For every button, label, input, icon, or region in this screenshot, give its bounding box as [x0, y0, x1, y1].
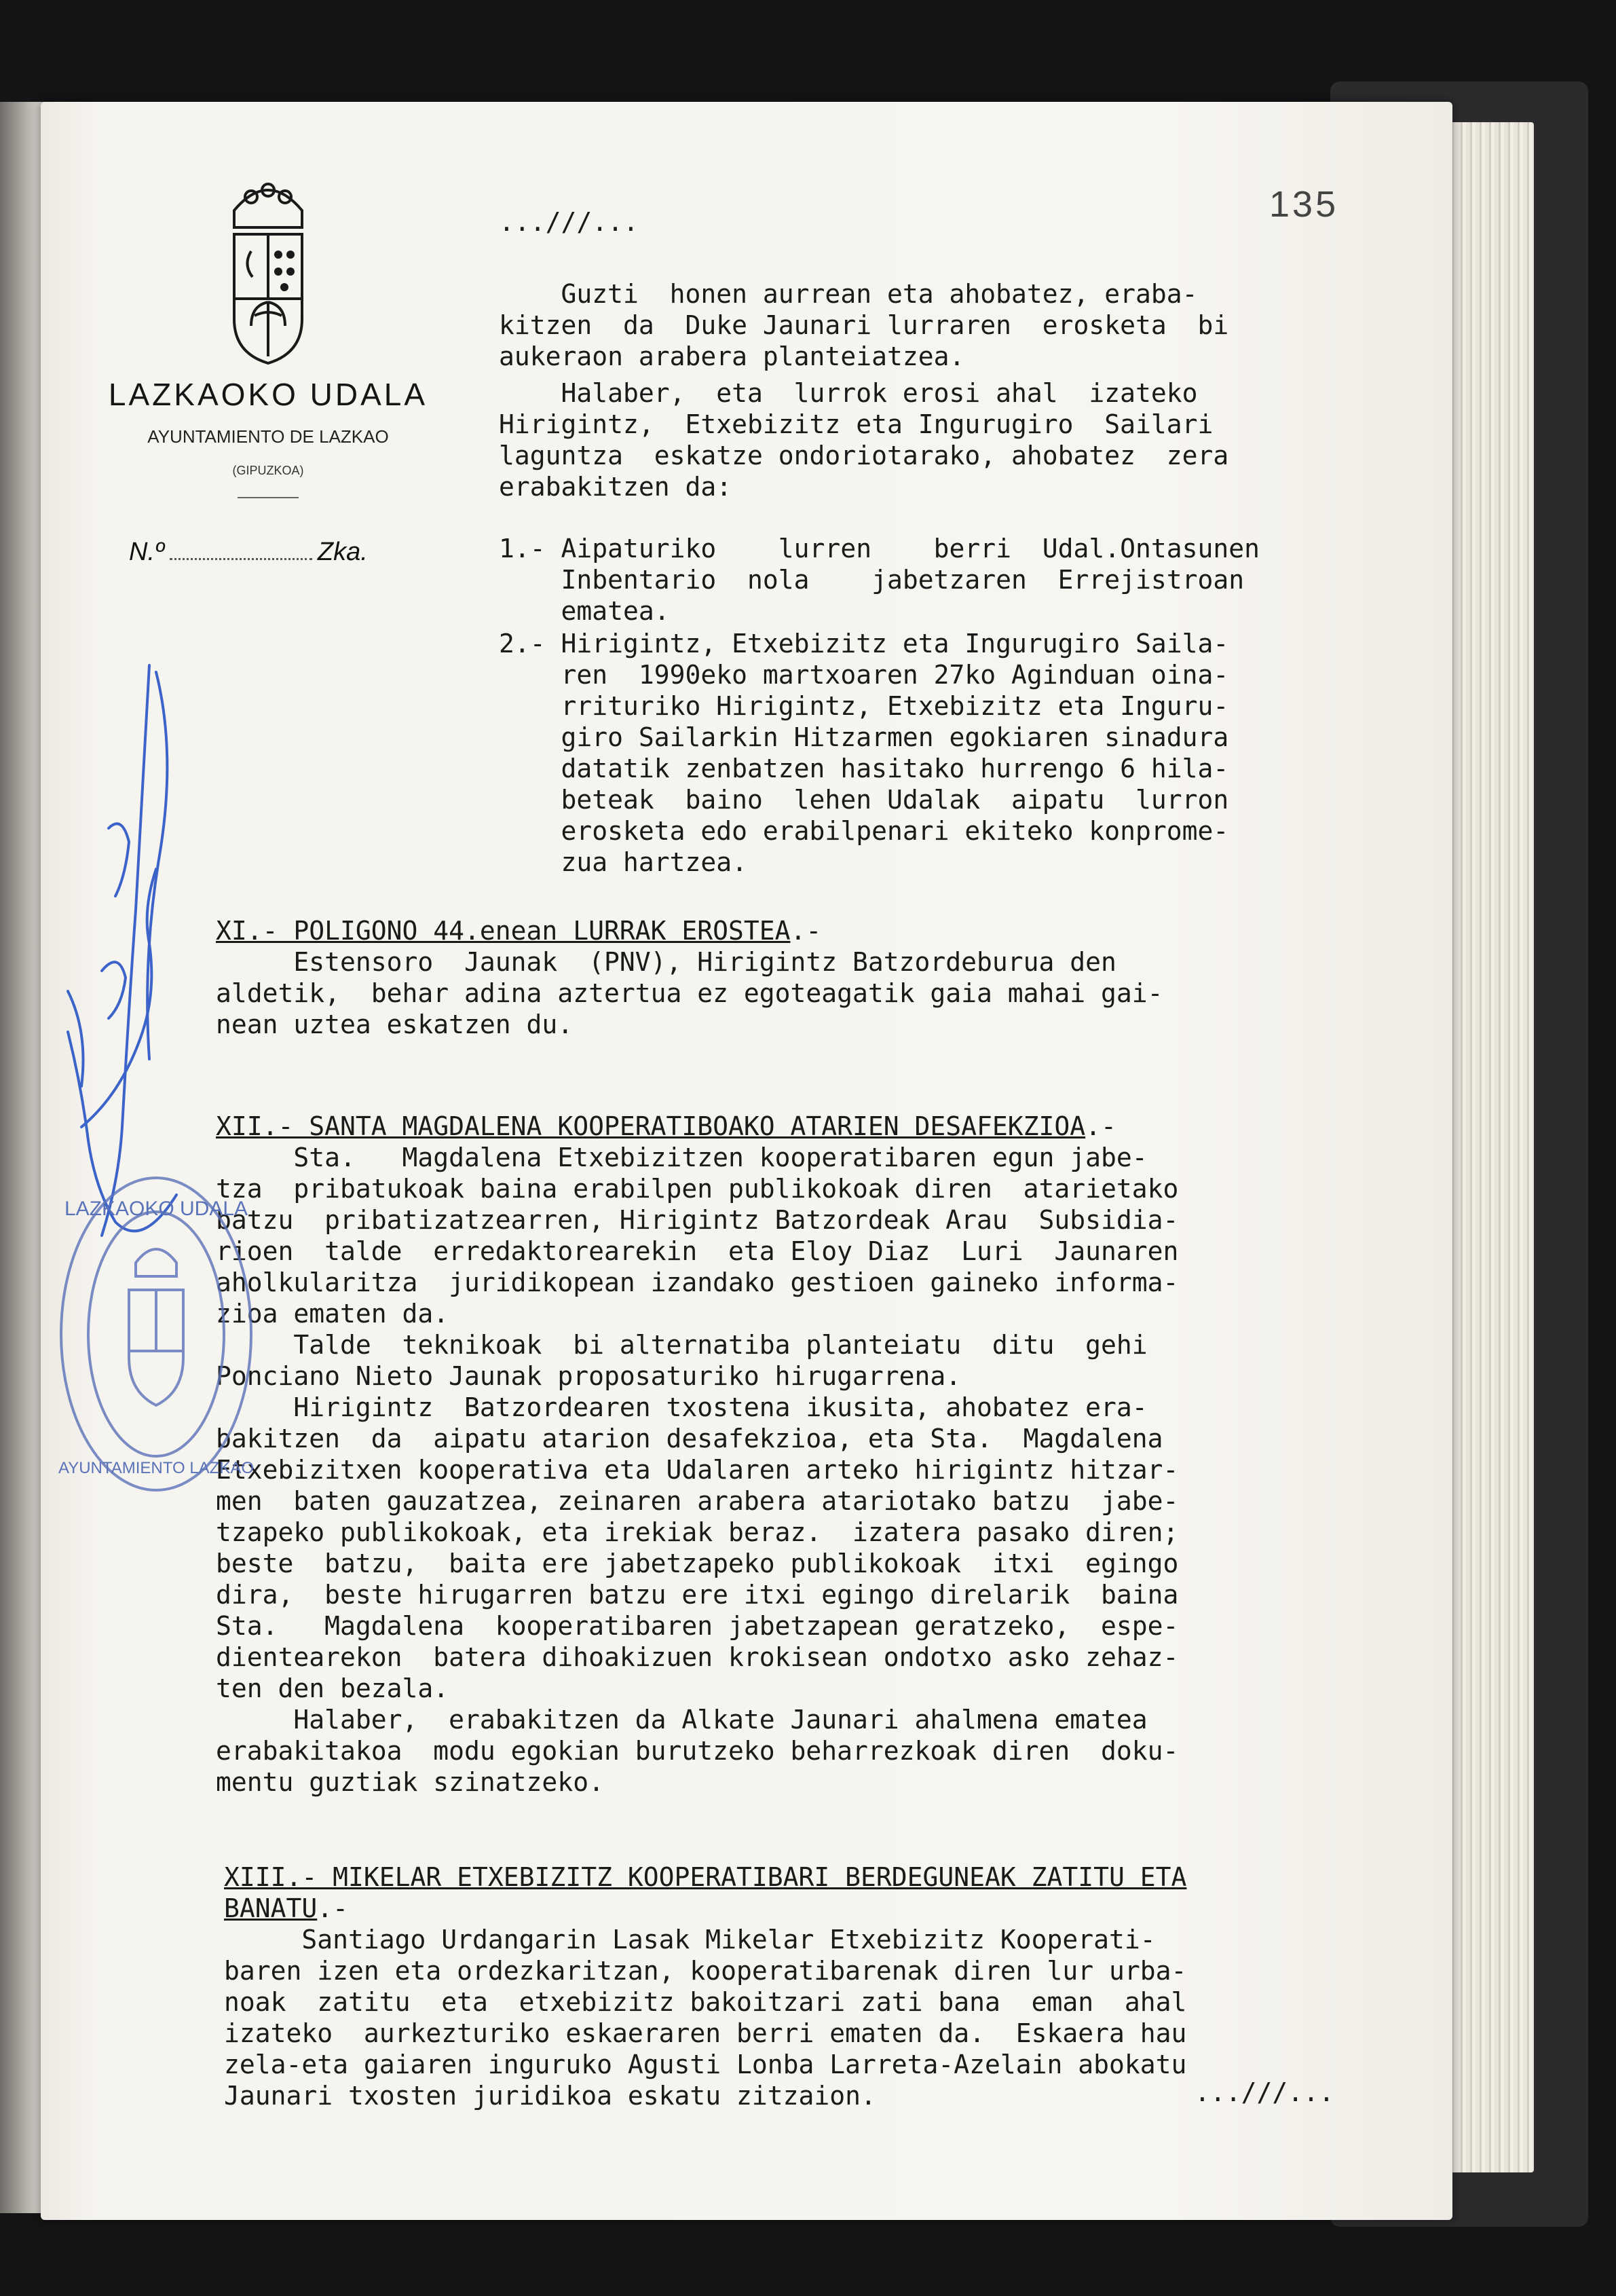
divider	[238, 497, 299, 498]
text-line: nean uztea eskatzen du.	[216, 1010, 574, 1039]
section-title	[216, 1111, 1178, 1142]
text-line: aldetik, behar adina aztertua ez egoteagatik gaia mahai gai-	[216, 978, 1163, 1008]
text-line: mentu guztiak szinatzeko.	[216, 1767, 604, 1797]
section-title-text: XII.- SANTA MAGDALENA KOOPERATIBOAKO ATARIEN DESAFEKZIOA	[216, 1111, 1086, 1141]
number-field	[129, 538, 400, 567]
text-line: bakitzen da aipatu atarion desafekzioa, eta Sta. Magdalena	[216, 1424, 1163, 1453]
text-line: Sta. Magdalena Etxebizitzen kooperatibaren egun jabe-	[216, 1143, 1148, 1172]
text-line: Talde teknikoak bi alternatiba planteiatu ditu gehi	[216, 1330, 1148, 1360]
text-line: zela-eta gaiaren inguruko Agusti Lonba Larreta-Azelain abokatu	[224, 2050, 1187, 2079]
section-title	[216, 915, 1163, 946]
section-title-text: XI.- POLIGONO 44.enean LURRAK EROSTEA	[216, 916, 791, 946]
text-line: datatik zenbatzen hasitako hurrengo 6 hila-	[499, 754, 1229, 783]
number-blank	[170, 558, 312, 560]
text-line: rrituriko Hirigintz, Etxebizitz eta Inguru-	[499, 691, 1229, 721]
org-subtitle: AYUNTAMIENTO DE LAZKAO	[147, 426, 389, 447]
section-title-tail: .-	[1085, 1111, 1116, 1141]
text-line: zua hartzea.	[499, 847, 748, 877]
text-line: beste batzu, baita ere jabetzapeko publikokoak itxi egingo	[216, 1549, 1179, 1578]
list-item-2	[499, 628, 1228, 878]
zka-label: Zka.	[317, 538, 368, 566]
text-line: Inbentario nola jabetzaren Errejistroan	[499, 565, 1245, 595]
text-line: 1.- Aipaturiko lurren berri Udal.Ontasunen	[499, 534, 1260, 563]
text-line: Halaber, erabakitzen da Alkate Jaunari ahalmena ematea	[216, 1705, 1148, 1735]
text-line: Jaunari txosten juridikoa eskatu zitzaion.	[224, 2081, 876, 2111]
text-line: Ponciano Nieto Jaunak proposaturiko hirugarrena.	[216, 1361, 962, 1391]
text-line: Etxebizitxen kooperativa eta Udalaren arteko hirigintz hitzar-	[216, 1455, 1179, 1485]
continuation-mark-top: ...///...	[499, 207, 639, 237]
text-line: aukeraon arabera planteiatzea.	[499, 341, 965, 371]
continuation-mark-bottom: ...///...	[1195, 2077, 1334, 2107]
text-line: Sta. Magdalena kooperatibaren jabetzapean geratzeko, espe-	[216, 1611, 1179, 1641]
section-title-tail: .-	[790, 916, 822, 946]
section-title-text: XIII.- MIKELAR ETXEBIZITZ KOOPERATIBARI BERDEGUNEAK ZATITU ETA	[224, 1862, 1187, 1892]
paragraph-2	[499, 377, 1228, 502]
org-province: (GIPUZKOA)	[232, 464, 304, 477]
section-title-text: BANATU	[224, 1893, 318, 1923]
text-line: Hirigintz, Etxebizitz eta Ingurugiro Sailari	[499, 409, 1214, 439]
text-line: baren izen eta ordezkaritzan, kooperatibarenak diren lur urba-	[224, 1956, 1187, 1986]
text-line: Estensoro Jaunak (PNV), Hirigintz Batzordeburua den	[216, 947, 1116, 977]
coat-of-arms-icon	[210, 163, 326, 367]
text-line: tza pribatukoak baina erabilpen publikokoak diren atarietako	[216, 1174, 1179, 1204]
text-line: beteak baino lehen Udalak aipatu lurron	[499, 785, 1229, 815]
letterhead	[102, 163, 434, 498]
text-line: Hirigintz Batzordearen txostena ikusita, ahobatez era-	[216, 1392, 1148, 1422]
text-line: kitzen da Duke Jaunari lurraren erosketa bi	[499, 310, 1229, 340]
text-line: rioen talde erredaktorearekin eta Eloy Diaz Luri Jaunaren	[216, 1236, 1179, 1266]
page-number: 135	[1269, 184, 1339, 225]
text-line: erosketa edo erabilpenari ekiteko konprome-	[499, 816, 1229, 846]
text-line: ren 1990eko martxoaren 27ko Aginduan oina-	[499, 660, 1229, 690]
number-label: N.º	[129, 538, 164, 566]
text-line: laguntza eskatze ondoriotarako, ahobatez zera	[499, 441, 1229, 470]
text-line: zioa ematen da.	[216, 1299, 449, 1329]
text-line: Santiago Urdangarin Lasak Mikelar Etxebizitz Kooperati-	[224, 1925, 1156, 1955]
text-line: 2.- Hirigintz, Etxebizitz eta Ingurugiro Saila-	[499, 629, 1229, 659]
section-xiii	[224, 1862, 1186, 2111]
text-line: batzu pribatizatzearren, Hirigintz Batzordeak Arau Subsidia-	[216, 1205, 1179, 1235]
section-xii	[216, 1111, 1178, 1798]
text-line: erabakitzen da:	[499, 472, 732, 502]
text-line: ten den bezala.	[216, 1673, 449, 1703]
text-line: tzapeko publikokoak, eta irekiak beraz. izatera pasako diren;	[216, 1517, 1179, 1547]
list-item-1	[499, 533, 1260, 627]
section-title	[224, 1893, 1186, 1924]
text-line: Guzti honen aurrean eta ahobatez, eraba-	[499, 279, 1198, 309]
text-line: men baten gauzatzea, zeinaren arabera atariotako batzu jabe-	[216, 1486, 1179, 1516]
section-title-tail: .-	[317, 1893, 349, 1923]
text-line: izateko aurkezturiko eskaeraren berri ematen da. Eskaera hau	[224, 2018, 1187, 2048]
text-line: giro Sailarkin Hitzarmen egokiaren sinadura	[499, 722, 1229, 752]
text-line: aholkularitza juridikopean izandako gestioen gaineko informa-	[216, 1267, 1179, 1297]
text-line: Halaber, eta lurrok erosi ahal izateko	[499, 378, 1198, 408]
org-name: LAZKAOKO UDALA	[108, 377, 428, 412]
text-line: dira, beste hirugarren batzu ere itxi egingo direlarik baina	[216, 1580, 1179, 1610]
stamp-text-bottom: AYUNTAMIENTO LAZKAO	[58, 1459, 255, 1477]
text-line: dientearekon batera dihoakizuen krokisean ondotxo asko zehaz-	[216, 1642, 1179, 1672]
section-xi	[216, 915, 1163, 1040]
official-stamp-icon	[37, 1154, 255, 1507]
stamp-text-top: LAZKAOKO UDALA	[64, 1198, 248, 1220]
text-line: erabakitakoa modu egokian burutzeko beharrezkoak diren doku-	[216, 1736, 1179, 1766]
section-title	[224, 1862, 1186, 1893]
text-line: ematea.	[499, 596, 670, 626]
paragraph-1	[499, 278, 1228, 372]
text-line: noak zatitu eta etxebizitz bakoitzari zati bana eman ahal	[224, 1987, 1187, 2017]
